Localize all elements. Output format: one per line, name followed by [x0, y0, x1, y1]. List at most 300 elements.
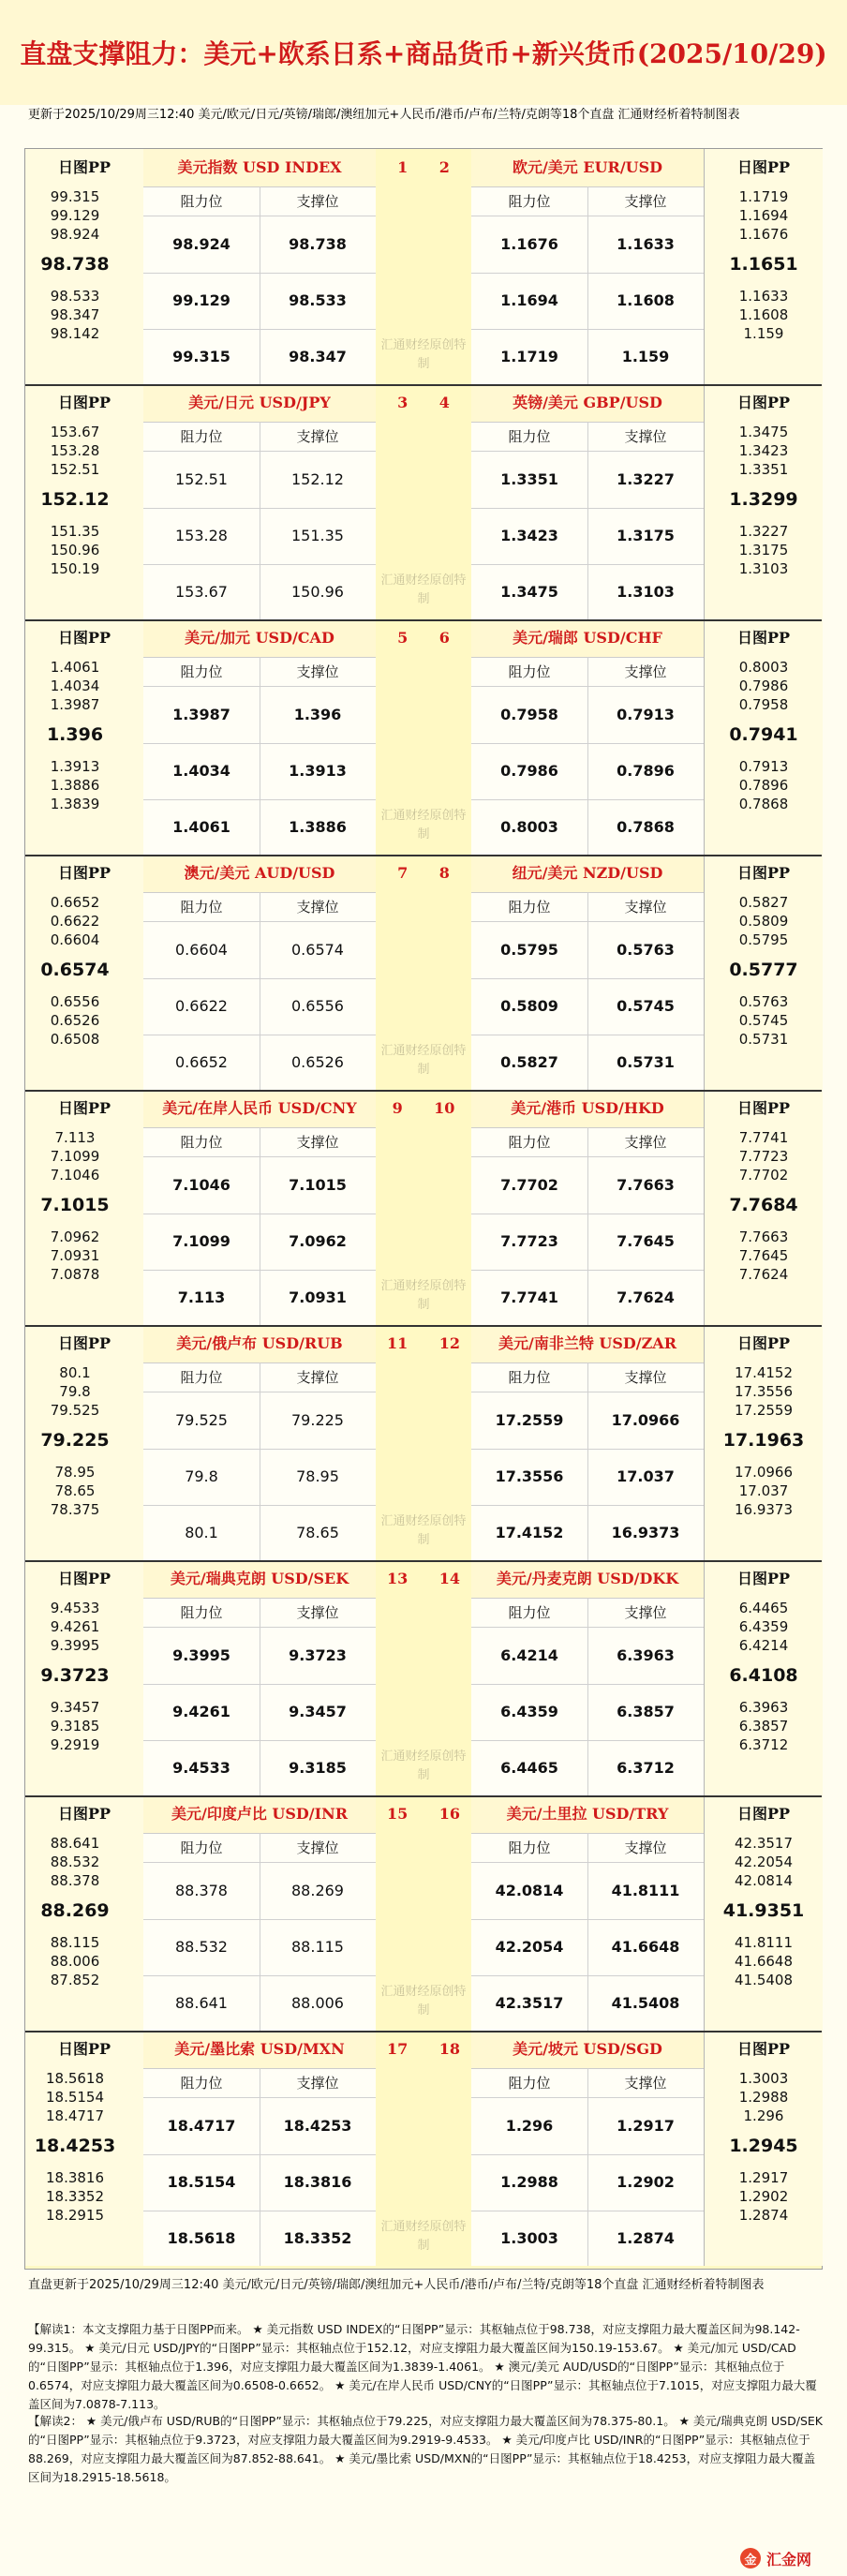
- pair-name: 美元/在岸人民币 USD/CNY: [143, 1090, 376, 1128]
- pair-name: 美元/日元 USD/JPY: [143, 384, 376, 423]
- pp-level-value: 88.006: [50, 1953, 100, 1970]
- support-value: 7.1015: [289, 1176, 347, 1194]
- block-numbers: [376, 1795, 471, 1833]
- pivot-block: [25, 1090, 822, 1325]
- pp-level-value: 1.3913: [50, 758, 100, 775]
- pp-level-value: 88.641: [50, 1835, 100, 1852]
- resistance-header: 阻力位: [180, 899, 223, 916]
- left-pp-column: [25, 1325, 144, 1560]
- pp-level-value: 0.5731: [738, 1031, 789, 1048]
- block-number-left: 9: [392, 1099, 403, 1117]
- pair-name: 美元指数 USD INDEX: [143, 149, 376, 187]
- support-header: 支撑位: [624, 1134, 667, 1151]
- support-value: 1.2874: [617, 2229, 675, 2247]
- pp-level-value: 1.1694: [738, 207, 789, 224]
- support-value: 1.1633: [617, 235, 675, 253]
- resistance-value: 7.113: [177, 1288, 226, 1306]
- resistance-value: 17.4152: [495, 1524, 564, 1541]
- pp-level-value: 88.532: [50, 1854, 100, 1870]
- block-number-column: [376, 2031, 471, 2266]
- resistance-header: 阻力位: [508, 2075, 551, 2092]
- block-separator: [25, 619, 822, 621]
- pp-header: 日图PP: [57, 1099, 111, 1117]
- left-level-table: [143, 1795, 376, 2031]
- resistance-header: 阻力位: [180, 663, 223, 680]
- support-value: 78.65: [296, 1524, 339, 1541]
- pivot-block: [25, 1325, 822, 1560]
- pivot-value: 88.269: [40, 1900, 110, 1921]
- support-value: 1.396: [293, 706, 342, 723]
- pair-name: 美元/港币 USD/HKD: [471, 1090, 704, 1128]
- support-value: 0.7868: [617, 818, 675, 836]
- support-header: 支撑位: [624, 1839, 667, 1856]
- resistance-value: 153.67: [175, 583, 228, 601]
- pp-level-value: 98.347: [50, 306, 100, 323]
- block-number-column: [376, 149, 471, 384]
- pivot-value: 7.7684: [729, 1195, 798, 1215]
- left-pp-column: [25, 1560, 144, 1795]
- right-level-table: [471, 149, 704, 384]
- pp-level-value: 1.1719: [738, 188, 789, 205]
- resistance-value: 9.4261: [172, 1703, 230, 1720]
- resistance-value: 17.2559: [495, 1411, 564, 1429]
- block-number-column: [376, 855, 471, 1090]
- resistance-value: 1.4034: [172, 762, 230, 780]
- pp-level-value: 99.315: [50, 188, 100, 205]
- support-value: 9.3457: [289, 1703, 347, 1720]
- pp-level-value: 6.4465: [738, 1600, 789, 1616]
- pp-level-value: 7.1099: [50, 1148, 100, 1165]
- support-value: 98.347: [289, 348, 347, 365]
- resistance-value: 153.28: [175, 527, 228, 544]
- resistance-value: 6.4214: [500, 1646, 558, 1664]
- page-subtitle: 更新于2025/10/29周三12:40 美元/欧元/日元/英镑/瑞郎/澳纽加元+人民币/港币/卢布/兰特/克朗等18个直盘 汇通财经析着特制图表: [28, 108, 740, 122]
- block-number-column: [376, 1795, 471, 2031]
- pp-level-value: 1.296: [743, 2107, 784, 2124]
- support-value: 18.3816: [283, 2173, 352, 2191]
- pp-level-value: 7.7702: [738, 1167, 789, 1184]
- pp-level-value: 18.5618: [45, 2070, 105, 2087]
- pp-level-value: 17.0966: [734, 1464, 794, 1481]
- support-value: 0.5745: [617, 997, 675, 1015]
- resistance-value: 9.3995: [172, 1646, 230, 1664]
- pp-level-value: 16.9373: [734, 1501, 794, 1518]
- logo-icon: 金: [740, 2548, 761, 2569]
- pivot-block: [25, 855, 822, 1090]
- pp-level-value: 7.7624: [738, 1266, 789, 1283]
- pivot-block: [25, 149, 822, 384]
- block-number-left: 11: [387, 1334, 409, 1352]
- pp-level-value: 41.6648: [734, 1953, 794, 1970]
- block-number-right: 8: [438, 864, 450, 882]
- right-pp-column: [704, 1795, 823, 2031]
- resistance-value: 1.1719: [500, 348, 558, 365]
- resistance-value: 7.1099: [172, 1232, 230, 1250]
- pp-header: 日图PP: [57, 864, 111, 882]
- resistance-header: 阻力位: [508, 1604, 551, 1621]
- resistance-header: 阻力位: [180, 2075, 223, 2092]
- pp-level-value: 0.7913: [738, 758, 789, 775]
- resistance-value: 17.3556: [495, 1467, 564, 1485]
- pp-level-value: 6.4214: [738, 1637, 789, 1654]
- pp-level-value: 9.3457: [50, 1699, 100, 1716]
- resistance-value: 7.7723: [500, 1232, 558, 1250]
- pp-level-value: 99.129: [50, 207, 100, 224]
- left-level-table: [143, 619, 376, 855]
- resistance-value: 0.7986: [500, 762, 558, 780]
- resistance-value: 1.3003: [500, 2229, 558, 2247]
- pivot-value: 17.1963: [722, 1430, 805, 1451]
- pp-level-value: 7.0931: [50, 1247, 100, 1264]
- watermark: 汇通财经原创特制: [380, 1044, 467, 1077]
- pp-level-value: 1.2902: [738, 2188, 789, 2205]
- support-value: 1.2902: [617, 2173, 675, 2191]
- support-header: 支撑位: [624, 1604, 667, 1621]
- pair-name: 美元/俄卢布 USD/RUB: [143, 1325, 376, 1363]
- support-value: 88.006: [291, 1994, 344, 2012]
- block-numbers: [376, 1325, 471, 1362]
- pivot-block: [25, 1795, 822, 2031]
- pp-level-value: 42.0814: [734, 1872, 794, 1889]
- resistance-header: 阻力位: [508, 428, 551, 445]
- resistance-value: 7.7702: [500, 1176, 558, 1194]
- pp-level-value: 0.6526: [50, 1012, 100, 1029]
- pp-level-value: 0.6556: [50, 993, 100, 1010]
- block-number-left: 17: [387, 2040, 409, 2058]
- left-level-table: [143, 855, 376, 1090]
- support-value: 88.269: [291, 1882, 344, 1899]
- pp-level-value: 18.3816: [45, 2169, 105, 2186]
- block-number-left: 3: [397, 394, 409, 411]
- pp-header: 日图PP: [736, 394, 791, 411]
- pp-level-value: 0.6508: [50, 1031, 100, 1048]
- pp-level-value: 1.3839: [50, 796, 100, 812]
- pair-name: 欧元/美元 EUR/USD: [471, 149, 704, 187]
- resistance-header: 阻力位: [508, 1134, 551, 1151]
- pp-level-value: 153.28: [50, 442, 100, 459]
- support-value: 7.0931: [289, 1288, 347, 1306]
- resistance-header: 阻力位: [180, 1369, 223, 1386]
- pp-level-value: 7.7723: [738, 1148, 789, 1165]
- right-level-table: [471, 1560, 704, 1795]
- pp-header: 日图PP: [57, 1570, 111, 1587]
- pp-level-value: 80.1: [59, 1364, 91, 1381]
- pp-level-value: 1.3475: [738, 424, 789, 440]
- pair-name: 美元/坡元 USD/SGD: [471, 2031, 704, 2069]
- right-level-table: [471, 1090, 704, 1325]
- support-value: 6.3857: [617, 1703, 675, 1720]
- support-value: 88.115: [291, 1938, 344, 1956]
- pp-header: 日图PP: [736, 864, 791, 882]
- resistance-value: 0.7958: [500, 706, 558, 723]
- support-value: 6.3963: [617, 1646, 675, 1664]
- block-number-left: 13: [387, 1570, 409, 1587]
- pivot-value: 7.1015: [40, 1195, 110, 1215]
- pivot-block: [25, 1560, 822, 1795]
- support-value: 0.7913: [617, 706, 675, 723]
- pair-name: 美元/瑞典克朗 USD/SEK: [143, 1560, 376, 1599]
- pp-level-value: 0.7986: [738, 678, 789, 694]
- pp-level-value: 150.96: [50, 542, 100, 558]
- pp-level-value: 9.3995: [50, 1637, 100, 1654]
- resistance-value: 42.0814: [495, 1882, 564, 1899]
- left-pp-column: [25, 855, 144, 1090]
- pair-name: 美元/土里拉 USD/TRY: [471, 1795, 704, 1834]
- resistance-value: 6.4465: [500, 1759, 558, 1777]
- pp-level-value: 18.3352: [45, 2188, 105, 2205]
- pp-level-value: 0.5745: [738, 1012, 789, 1029]
- block-number-right: 14: [438, 1570, 460, 1587]
- pp-level-value: 0.7896: [738, 777, 789, 794]
- support-value: 79.225: [291, 1411, 344, 1429]
- support-header: 支撑位: [624, 428, 667, 445]
- pivot-value: 1.1651: [729, 254, 798, 275]
- pair-name: 纽元/美元 NZD/USD: [471, 855, 704, 893]
- pp-level-value: 6.3857: [738, 1718, 789, 1735]
- support-value: 18.3352: [283, 2229, 352, 2247]
- support-header: 支撑位: [624, 663, 667, 680]
- pp-level-value: 1.2917: [738, 2169, 789, 2186]
- support-header: 支撑位: [624, 1369, 667, 1386]
- resistance-header: 阻力位: [508, 193, 551, 210]
- pp-level-value: 0.6604: [50, 931, 100, 948]
- pivot-value: 18.4253: [34, 2136, 116, 2156]
- support-value: 0.6556: [291, 997, 344, 1015]
- block-number-column: [376, 619, 471, 855]
- watermark: 汇通财经原创特制: [380, 809, 467, 841]
- left-level-table: [143, 2031, 376, 2266]
- resistance-value: 0.6604: [175, 941, 228, 959]
- pivot-value: 9.3723: [40, 1665, 110, 1686]
- support-value: 1.1608: [617, 291, 675, 309]
- resistance-header: 阻力位: [180, 428, 223, 445]
- pp-level-value: 9.4533: [50, 1600, 100, 1616]
- support-value: 78.95: [296, 1467, 339, 1485]
- pp-level-value: 87.852: [50, 1972, 100, 1988]
- resistance-value: 18.5618: [167, 2229, 236, 2247]
- block-numbers: [376, 855, 471, 892]
- pivot-block: [25, 384, 822, 619]
- pp-level-value: 18.2915: [45, 2207, 105, 2224]
- pp-header: 日图PP: [57, 1805, 111, 1823]
- support-value: 0.5731: [617, 1053, 675, 1071]
- pp-level-value: 150.19: [50, 560, 100, 577]
- pp-level-value: 7.0878: [50, 1266, 100, 1283]
- block-separator: [25, 384, 822, 386]
- pp-header: 日图PP: [57, 158, 111, 176]
- support-value: 17.0966: [611, 1411, 680, 1429]
- resistance-value: 1.2988: [500, 2173, 558, 2191]
- resistance-value: 88.532: [175, 1938, 228, 1956]
- support-header: 支撑位: [624, 899, 667, 916]
- support-value: 7.7663: [617, 1176, 675, 1194]
- pp-level-value: 0.7958: [738, 696, 789, 713]
- block-number-right: 16: [438, 1805, 460, 1823]
- pivot-value: 79.225: [40, 1430, 110, 1451]
- block-numbers: [376, 1560, 471, 1598]
- watermark: 汇通财经原创特制: [380, 1279, 467, 1312]
- watermark: 汇通财经原创特制: [380, 1985, 467, 2018]
- support-value: 1.3913: [289, 762, 347, 780]
- pp-level-value: 1.2874: [738, 2207, 789, 2224]
- pivot-value: 1.3299: [729, 489, 798, 510]
- right-pp-column: [704, 619, 823, 855]
- pp-level-value: 88.378: [50, 1872, 100, 1889]
- left-pp-column: [25, 384, 144, 619]
- page-title: 直盘支撑阻力：美元+欧系日系+商品货币+新兴货币(2025/10/29): [0, 0, 847, 105]
- pp-level-value: 42.2054: [734, 1854, 794, 1870]
- pivot-value: 1.2945: [729, 2136, 798, 2156]
- block-number-right: 2: [438, 158, 450, 176]
- pp-level-value: 0.5795: [738, 931, 789, 948]
- resistance-value: 1.3423: [500, 527, 558, 544]
- pp-level-value: 6.3712: [738, 1736, 789, 1753]
- pair-name: 美元/墨比索 USD/MXN: [143, 2031, 376, 2069]
- support-value: 1.3886: [289, 818, 347, 836]
- pivot-block: [25, 2031, 822, 2266]
- pp-level-value: 1.3003: [738, 2070, 789, 2087]
- resistance-value: 42.2054: [495, 1938, 564, 1956]
- support-header: 支撑位: [624, 193, 667, 210]
- resistance-value: 79.8: [185, 1467, 218, 1485]
- support-value: 1.3175: [617, 527, 675, 544]
- pp-header: 日图PP: [736, 1805, 791, 1823]
- resistance-value: 6.4359: [500, 1703, 558, 1720]
- pair-name: 美元/南非兰特 USD/ZAR: [471, 1325, 704, 1363]
- left-pp-column: [25, 149, 144, 384]
- support-header: 支撑位: [296, 428, 339, 445]
- update-note: 直盘更新于2025/10/29周三12:40 美元/欧元/日元/英镑/瑞郎/澳纽加元+人民币/港币/卢布/兰特/克朗等18个直盘 汇通财经析着特制图表: [28, 2278, 765, 2292]
- block-number-left: 7: [397, 864, 409, 882]
- pp-level-value: 1.3886: [50, 777, 100, 794]
- pp-level-value: 17.037: [738, 1482, 789, 1499]
- support-value: 0.5763: [617, 941, 675, 959]
- support-header: 支撑位: [296, 1134, 339, 1151]
- pp-level-value: 1.3351: [738, 461, 789, 478]
- support-value: 6.3712: [617, 1759, 675, 1777]
- pp-level-value: 41.5408: [734, 1972, 794, 1988]
- pp-level-value: 153.67: [50, 424, 100, 440]
- site-logo[interactable]: [740, 2544, 843, 2572]
- pp-level-value: 7.0962: [50, 1228, 100, 1245]
- block-number-right: 6: [438, 629, 450, 647]
- left-pp-column: [25, 2031, 144, 2266]
- resistance-header: 阻力位: [508, 1369, 551, 1386]
- pp-level-value: 6.4359: [738, 1618, 789, 1635]
- support-header: 支撑位: [624, 2075, 667, 2092]
- support-value: 152.12: [291, 470, 344, 488]
- pp-header: 日图PP: [736, 1099, 791, 1117]
- resistance-header: 阻力位: [508, 899, 551, 916]
- pivot-value: 152.12: [40, 489, 110, 510]
- pp-level-value: 1.1676: [738, 226, 789, 243]
- resistance-header: 阻力位: [508, 1839, 551, 1856]
- block-numbers: [376, 384, 471, 422]
- block-number-column: [376, 384, 471, 619]
- pp-header: 日图PP: [57, 1334, 111, 1352]
- resistance-value: 99.315: [172, 348, 230, 365]
- pp-header: 日图PP: [736, 1334, 791, 1352]
- watermark: 汇通财经原创特制: [380, 573, 467, 606]
- block-separator: [25, 1560, 822, 1562]
- resistance-value: 18.4717: [167, 2117, 236, 2135]
- support-header: 支撑位: [296, 2075, 339, 2092]
- block-number-column: [376, 1090, 471, 1325]
- block-numbers: [376, 1090, 471, 1127]
- resistance-value: 18.5154: [167, 2173, 236, 2191]
- right-pp-column: [704, 149, 823, 384]
- pp-level-value: 1.3175: [738, 542, 789, 558]
- left-level-table: [143, 1560, 376, 1795]
- support-value: 7.7645: [617, 1232, 675, 1250]
- pp-level-value: 88.115: [50, 1934, 100, 1951]
- pp-level-value: 0.7868: [738, 796, 789, 812]
- resistance-value: 1.296: [505, 2117, 554, 2135]
- pair-name: 英镑/美元 GBP/USD: [471, 384, 704, 423]
- resistance-value: 1.1694: [500, 291, 558, 309]
- support-value: 151.35: [291, 527, 344, 544]
- right-pp-column: [704, 855, 823, 1090]
- support-header: 支撑位: [296, 1839, 339, 1856]
- pp-level-value: 42.3517: [734, 1835, 794, 1852]
- pp-level-value: 79.8: [59, 1383, 91, 1400]
- interpretation-note-2: 【解读2： ★ 美元/俄卢布 USD/RUB的“日图PP”显示：其枢轴点位于79.225，对应支撑阻力最大覆盖区间为78.375-80.1。 ★ 美元/瑞典克朗 USD/SEK的“日图PP”显示：其枢轴点位于9.3723，对应支撑阻力最大覆盖区间为9.2919-9.4533。 ★ 美元/印度卢比 USD/INR的“日图PP”显示：其枢轴点位于88.269，对应支撑阻力最大覆盖区间为87.852-88.641。 ★ 美元/墨比索 USD/MXN的“日图PP”显示：其枢轴点位于18.4253，对应支撑阻力最大覆盖区间为18.2915-18.5618。: [28, 2414, 823, 2484]
- pp-level-value: 18.4717: [45, 2107, 105, 2124]
- block-number-right: 18: [438, 2040, 460, 2058]
- pp-level-value: 0.6622: [50, 913, 100, 930]
- resistance-value: 152.51: [175, 470, 228, 488]
- support-value: 18.4253: [283, 2117, 352, 2135]
- pp-level-value: 151.35: [50, 523, 100, 540]
- resistance-value: 88.641: [175, 1994, 228, 2012]
- pp-header: 日图PP: [57, 2040, 111, 2058]
- support-value: 41.8111: [611, 1882, 680, 1899]
- left-level-table: [143, 1090, 376, 1325]
- pp-level-value: 98.142: [50, 325, 100, 342]
- block-number-right: 12: [438, 1334, 460, 1352]
- left-level-table: [143, 149, 376, 384]
- pp-level-value: 1.4061: [50, 659, 100, 676]
- pp-level-value: 17.2559: [734, 1402, 794, 1419]
- pp-level-value: 1.1633: [738, 288, 789, 305]
- resistance-header: 阻力位: [508, 663, 551, 680]
- pp-level-value: 7.7663: [738, 1228, 789, 1245]
- block-separator: [25, 855, 822, 856]
- pp-level-value: 1.1608: [738, 306, 789, 323]
- pp-header: 日图PP: [57, 394, 111, 411]
- pair-name: 美元/印度卢比 USD/INR: [143, 1795, 376, 1834]
- interpretation-note-1: 【解读1：本文支撑阻力基于日图PP而来。 ★ 美元指数 USD INDEX的“日图PP”显示：其枢轴点位于98.738，对应支撑阻力最大覆盖区间为98.142-99.315。 ★ 美元/日元 USD/JPY的“日图PP”显示：其枢轴点位于152.12，对应支撑阻力最大覆盖区间为150.19-153.67。 ★ 美元/加元 USD/CAD的“日图PP”显示：其枢轴点位于1.396，对应支撑阻力最大覆盖区间为1.3839-1.4061。 ★ 澳元/美元 AUD/USD的“日图PP”显示：其枢轴点位于0.6574，对应支撑阻力最大覆盖区间为0.6508-0.6652。 ★ 美元/在岸人民币 USD/CNY的“日图PP”显示：其枢轴点位于7.1015，对应支撑阻力最大覆盖区间为7.0878-7.113。: [28, 2322, 817, 2411]
- block-separator: [25, 1795, 822, 1797]
- block-numbers: [376, 149, 471, 186]
- pp-level-value: 1.3423: [738, 442, 789, 459]
- pp-level-value: 7.113: [54, 1129, 96, 1146]
- resistance-value: 0.8003: [500, 818, 558, 836]
- resistance-header: 阻力位: [180, 1604, 223, 1621]
- left-pp-column: [25, 1090, 144, 1325]
- pp-header: 日图PP: [57, 629, 111, 647]
- right-pp-column: [704, 1560, 823, 1795]
- block-separator: [25, 1090, 822, 1092]
- pp-level-value: 0.8003: [738, 659, 789, 676]
- support-header: 支撑位: [296, 899, 339, 916]
- resistance-header: 阻力位: [180, 1839, 223, 1856]
- support-value: 1.3103: [617, 583, 675, 601]
- pp-header: 日图PP: [736, 1570, 791, 1587]
- resistance-value: 9.4533: [172, 1759, 230, 1777]
- pp-level-value: 0.6652: [50, 894, 100, 911]
- pp-header: 日图PP: [736, 158, 791, 176]
